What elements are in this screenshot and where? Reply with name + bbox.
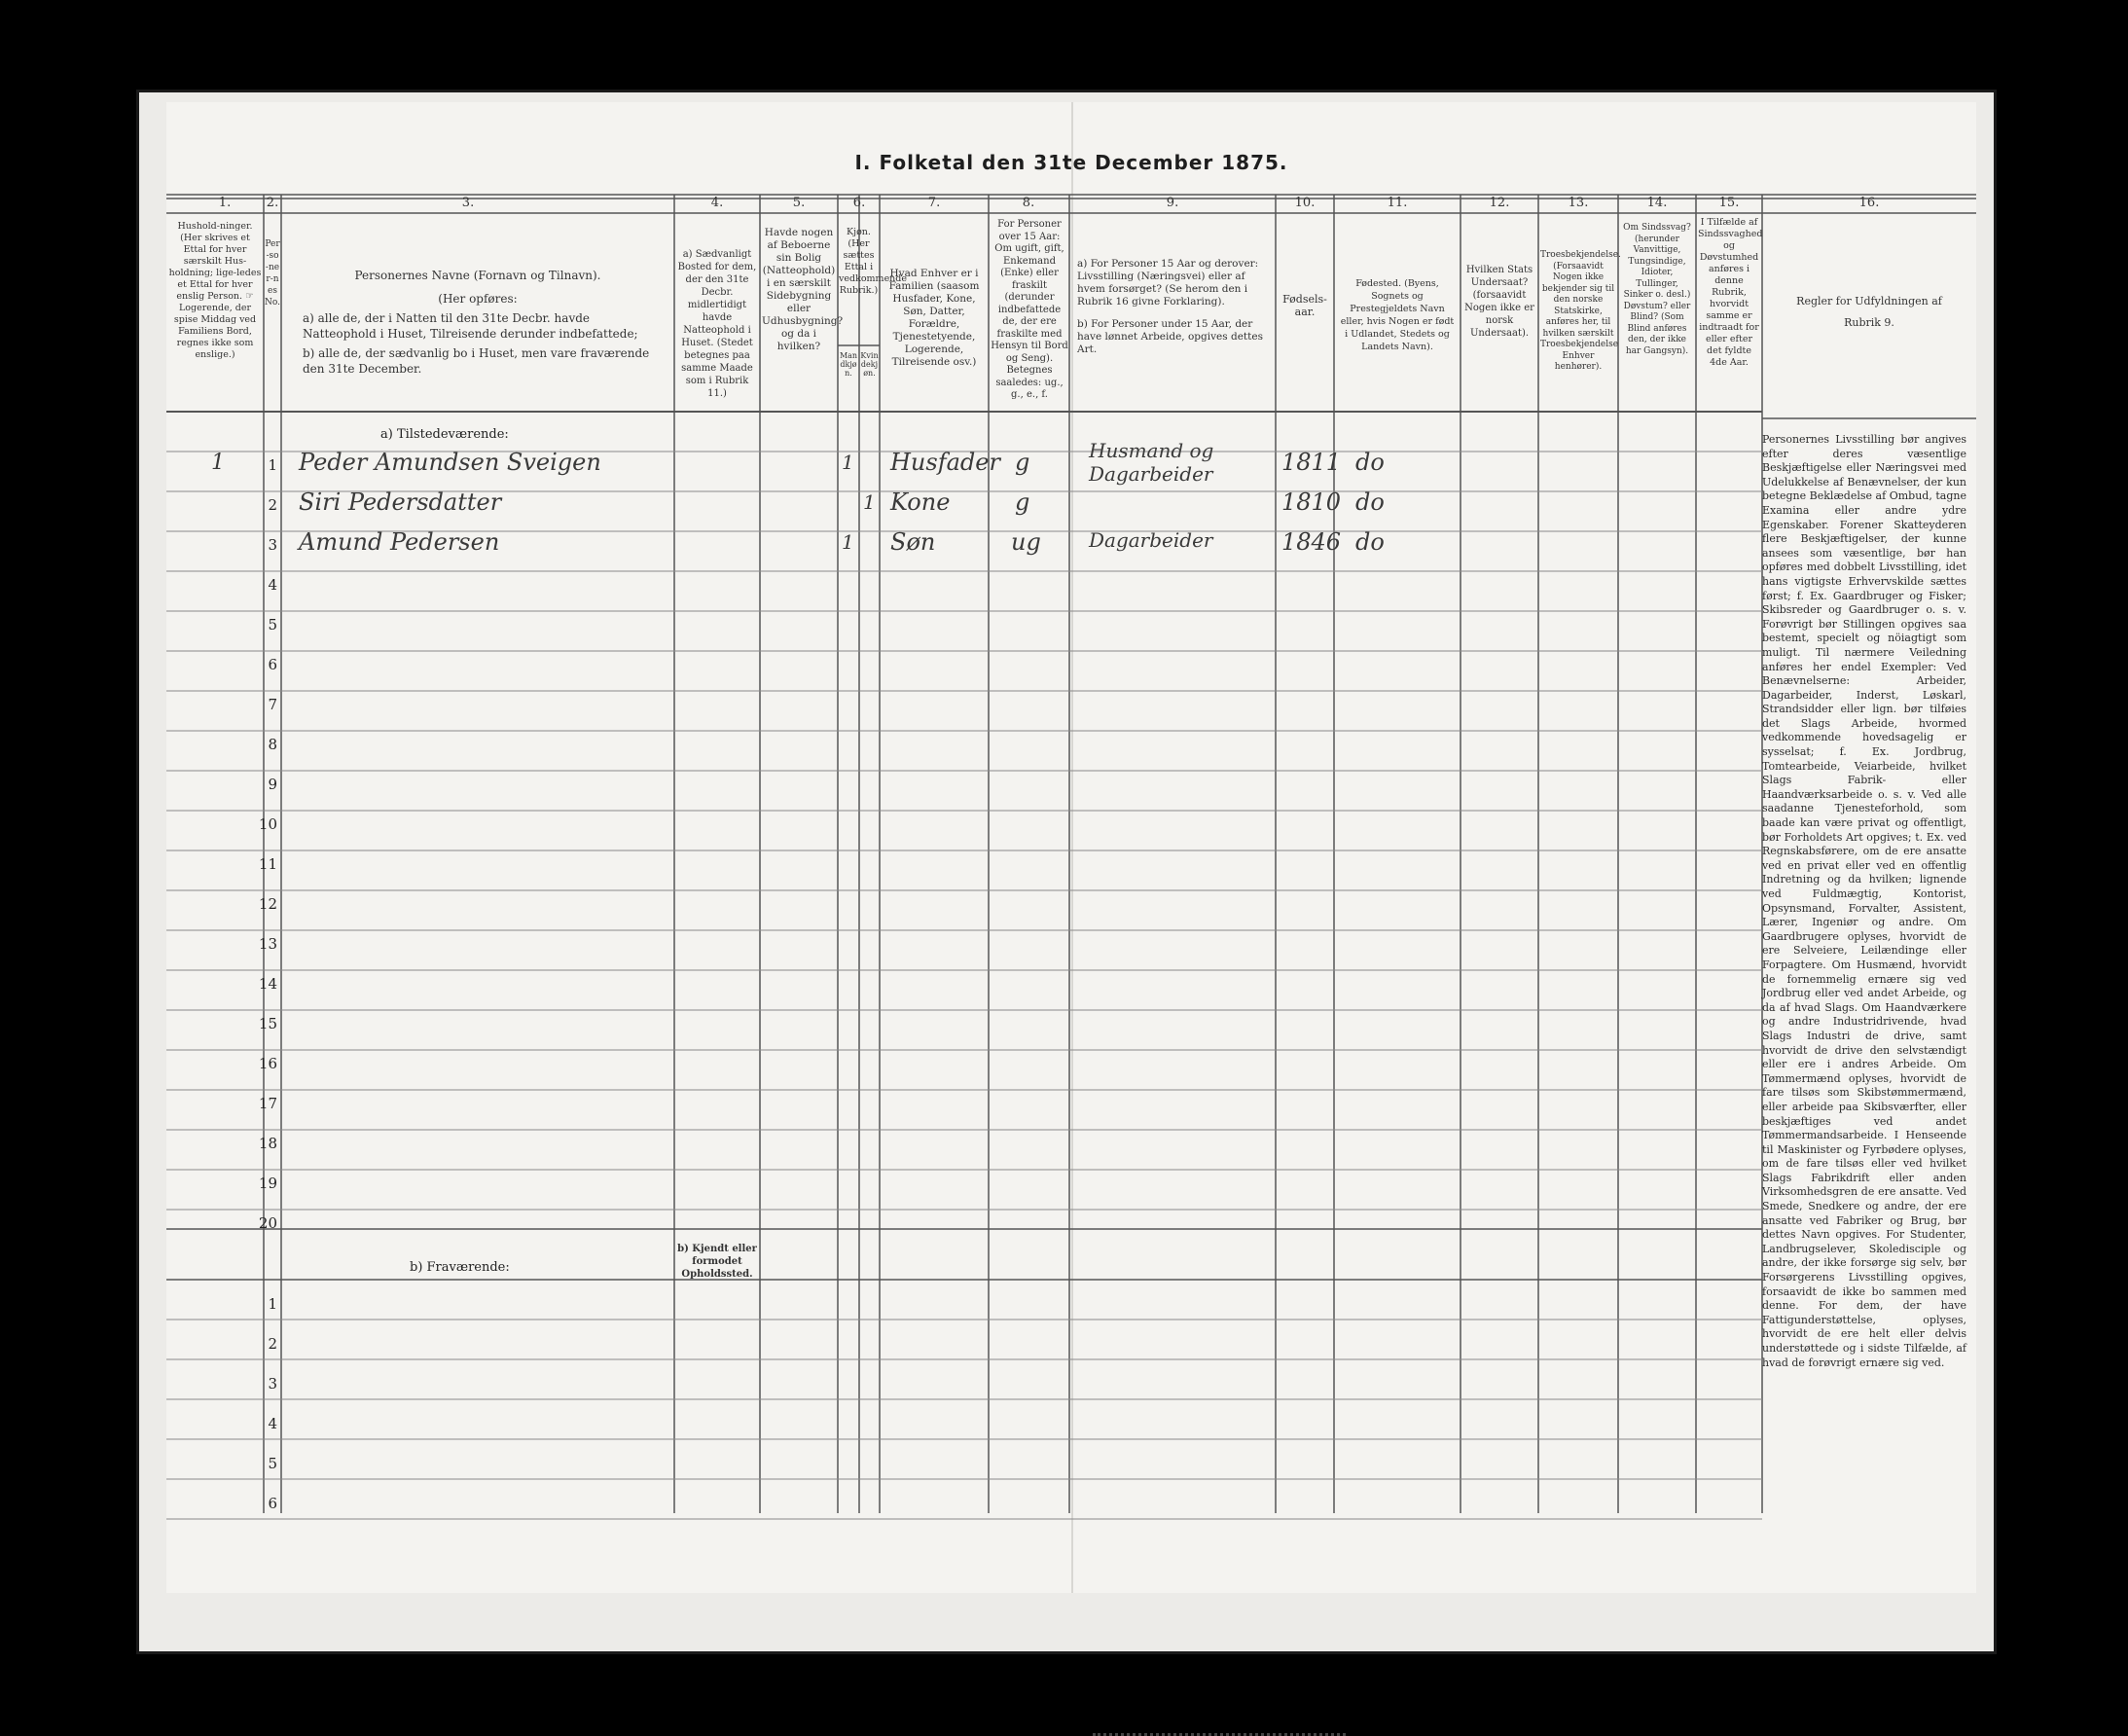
- row-number: 10: [258, 815, 277, 833]
- family-role: Søn: [890, 528, 936, 556]
- header-col13: Troesbekjendelse. (Forsaavidt Nogen ikke bekjender sig til den norske Statskirke, anføres her, til hvilken særskilt Troesbekjendelse Enhver henhører).: [1540, 250, 1621, 372]
- header-col2: Per-so-ner-nes No.: [265, 239, 280, 307]
- row-number: 13: [258, 935, 277, 953]
- row-number: 5: [268, 1455, 277, 1472]
- row-number: 16: [258, 1055, 277, 1072]
- header-col12: Hvilken Stats Undersaat? (forsaavidt Nogen ikke er norsk Undersaat).: [1464, 265, 1534, 339]
- person-name: Amund Pedersen: [299, 528, 500, 556]
- colnum-2: 2.: [266, 196, 279, 210]
- household-mark: 1: [211, 451, 225, 475]
- birth-year: 1810: [1281, 488, 1342, 516]
- row-number: 2: [268, 1335, 277, 1353]
- row-number: 9: [268, 776, 277, 793]
- header-col1: Hushold-ninger. (Her skrives et Ettal for hver særskilt Hus-holdning; lige-ledes et Ettal for hver enslig Person. ☞ Logerende, der spise Middag ved Familiens Bord, regnes ikke som enslige.): [168, 221, 262, 360]
- row-number: 19: [258, 1175, 277, 1192]
- colnum-16: 16.: [1858, 196, 1880, 210]
- colnum-14: 14.: [1646, 196, 1668, 210]
- bottom-scribble: [1093, 1719, 1346, 1736]
- colnum-9: 9.: [1166, 196, 1179, 210]
- header-col16: Regler for Udfyldningen af Rubrik 9.: [1796, 295, 1942, 329]
- row-number: 2: [268, 496, 277, 514]
- colnum-5: 5.: [792, 196, 806, 210]
- page-title: I. Folketal den 31te December 1875.: [854, 151, 1288, 174]
- row-number: 18: [258, 1135, 277, 1152]
- row-number: 5: [268, 616, 277, 633]
- row-number: 6: [268, 1495, 277, 1512]
- birth-year: 1846: [1281, 528, 1342, 556]
- occupation: Husmand og Dagarbeider: [1089, 439, 1214, 486]
- row-number: 17: [258, 1095, 277, 1112]
- family-role: Husfader: [890, 449, 1000, 476]
- row-number: 1: [268, 1295, 277, 1313]
- birthplace: do: [1355, 488, 1385, 516]
- section-absent-label: b) Fraværende:: [410, 1260, 510, 1275]
- colnum-8: 8.: [1022, 196, 1035, 210]
- colnum-15: 15.: [1718, 196, 1740, 210]
- marital-status: g: [1015, 449, 1030, 476]
- section-present-label: a) Tilstedeværende:: [380, 427, 509, 442]
- header-col3-a: a) alle de, der i Natten til den 31te Decbr. havde Natteophold i Huset, Tilreisende derunder indbefattede;: [303, 311, 638, 341]
- colnum-11: 11.: [1387, 196, 1408, 210]
- colnum-3: 3.: [461, 196, 475, 210]
- family-role: Kone: [890, 488, 951, 516]
- row-number: 8: [268, 736, 277, 753]
- header-col4: a) Sædvanligt Bosted for dem, der den 31te Decbr. midlertidigt havde Natteophold i Huset. (Stedet betegnes paa samme Maade som i Rubrik 11.): [677, 249, 757, 399]
- colnum-7: 7.: [927, 196, 941, 210]
- occupation: Dagarbeider: [1089, 528, 1213, 552]
- row-number: 15: [258, 1015, 277, 1032]
- rules-text: Personernes Livsstilling bør angives efter deres væsentlige Beskjæftigelse eller Næringsvei med Udelukkelse af Benævnelser, der kun betegne Beklædelse af Ombud, tagne Examina eller andre ydre Egenskaber. Forener Skatteyderen flere Beskjæftigelser, der kunne ansees som væsentlige, bør han opføres med dobbelt Livsstilling, idet hans vigtigste Erhvervskilde sættes først; f. Ex. Gaardbruger og Fisker; Skibsreder og Gaardbruger o. s. v. Forøvrigt bør Stillingen opgives saa bestemt, specielt og nöiagtigt som muligt. Til nærmere Veiledning anføres her endel Exempler: Ved Benævnelserne: Arbeider, Dagarbeider, Inderst, Løskarl, Strandsidder eller lign. bør tilføies det Slags Arbeide, hvormed vedkommende hovedsagelig er sysselsat; f. Ex. Jordbrug, Tomtearbeide, Veiarbeide, hvilket Slags Fabrik- eller Haandværksarbeide o. s. v. Ved alle saadanne Tjenesteforhold, som baade kan være privat og offentligt, bør Forholdets Art opgives; t. Ex. ved Regnskabsførere, om de ere ansatte ved en privat eller ved en offentlig Indretning og da hvilken; lignende ved Fuldmægtig, Kontorist, Opsynsmand, Forvalter, Assistent, Lærer, Ingeniør og andre. Om Gaardbrugere oplyses, hvorvidt de ere Selveiere, Leilændinge eller Forpagtere. Om Husmænd, hvorvidt de fornemmelig ernære sig ved Jordbrug eller ved andet Arbeide, og da af hvad Slags. Om Haandværkere og andre Industridrivende, hvad Slags Industri de drive, samt hvorvidt de drive den selvstændigt eller ere i andres Arbeide. Om Tømmermænd oplyses, hvorvidt de fare tilsøs som Skibstømmermænd, eller arbeide paa Skibsværfter, eller beskjæftiges ved andet Tømmermandsarbeide. I Henseende til Maskinister og Fyrbødere oplyses, om de fare tilsøs eller ved hvilket Slags Fabrikdrift eller anden Virksomhedsgren de ere ansatte. Ved Smede, Snedkere og andre, der ere ansatte ved Fabriker og Brug, bør dettes Navn opgives. For Studenter, Landbrugselever, Skoledisciple og andre, der ikke forsørge sig selv, bør Forsørgerens Livsstilling opgives, forsaavidt de ikke bo sammen med denne. For dem, der have Fattigunderstøttelse, oplyses, hvorvidt de ere helt eller delvis understøttede og i sidste Tilfælde, af hvad de forøvrigt ernære sig ved.: [1762, 433, 1966, 1369]
- birthplace: do: [1355, 449, 1385, 476]
- header-col9-a: a) For Personer 15 Aar og derover: Livsstilling (Næringsvei) eller af hvem forsørget? (Se herom den i Rubrik 16 givne Forklaring).: [1077, 258, 1259, 307]
- person-name: Siri Pedersdatter: [299, 488, 502, 516]
- birthplace: do: [1355, 528, 1385, 556]
- header-col15: I Tilfælde af Sindssvaghed og Døvstumhed anføres i denne Rubrik, hvorvidt samme er indtraadt for eller efter det fyldte 4de Aar.: [1698, 217, 1763, 368]
- row-number: 3: [268, 536, 277, 554]
- sex-male-mark: 1: [842, 451, 854, 474]
- colnum-6: 6.: [852, 196, 866, 210]
- header-col3-sub: (Her opføres:: [438, 292, 518, 306]
- header-col14: Om Sindssvag? (herunder Vanvittige, Tungsindige, Idioter, Tullinger, Sinker o. desl.) Døvstum? eller Blind? (Som Blind anføres den, der ikke har Gangsyn).: [1623, 223, 1691, 356]
- header-col10: Fødsels-aar.: [1282, 293, 1327, 318]
- row-number: 14: [258, 975, 277, 993]
- header-col7: Hvad Enhver er i Familien (saasom Husfader, Kone, Søn, Datter, Forældre, Tjenestetyende, Logerende, Tilreisende osv.): [888, 268, 980, 368]
- absent-col4-header: b) Kjendt eller formodet Opholdssted.: [677, 1244, 757, 1280]
- birth-year: 1811: [1281, 449, 1342, 476]
- row-number: 4: [268, 1415, 277, 1432]
- header-col6: Kjøn. (Her sættes Ettal i vedkommende Rubrik.): [839, 227, 908, 296]
- header-col3-b: b) alle de, der sædvanlig bo i Huset, men vare fraværende den 31te December.: [303, 346, 650, 376]
- row-number: 20: [258, 1214, 277, 1232]
- census-page: [166, 102, 1976, 1593]
- census-sheet: [136, 90, 1997, 1654]
- row-number: 6: [268, 656, 277, 673]
- row-number: 7: [268, 696, 277, 713]
- person-name: Peder Amundsen Sveigen: [299, 449, 601, 476]
- row-number: 12: [258, 895, 277, 913]
- row-number: 4: [268, 576, 277, 594]
- row-number: 1: [268, 456, 277, 474]
- header-col3-title: Personernes Navne (Fornavn og Tilnavn).: [354, 269, 601, 282]
- colnum-10: 10.: [1294, 196, 1316, 210]
- header-col8: For Personer over 15 Aar: Om ugift, gift, Enkemand (Enke) eller fraskilt (derunder indbefattede de, der ere fraskilte med Hensyn til Bord og Seng). Betegnes saaledes: ug., g., e., f.: [991, 219, 1068, 400]
- row-number: 11: [258, 855, 277, 873]
- header-col11: Fødested. (Byens, Sognets og Prestegjeldets Navn eller, hvis Nogen er født i Udlandet, Stedets og Landets Navn).: [1340, 278, 1455, 352]
- header-col6-m: Mandkjøn.: [839, 351, 858, 378]
- colnum-13: 13.: [1568, 196, 1589, 210]
- header-col9-b: b) For Personer under 15 Aar, der have lønnet Arbeide, opgives dettes Art.: [1077, 318, 1263, 355]
- colnum-4: 4.: [710, 196, 724, 210]
- colnum-1: 1.: [218, 196, 232, 210]
- marital-status: ug: [1011, 528, 1041, 556]
- header-col5: Havde nogen af Beboerne sin Bolig (Natteophold) i en særskilt Sidebygning eller Udhusbygning? og da i hvilken?: [762, 227, 844, 352]
- row-number: 3: [268, 1375, 277, 1392]
- marital-status: g: [1015, 488, 1030, 516]
- sex-female-mark: 1: [863, 490, 876, 514]
- sex-male-mark: 1: [842, 530, 854, 554]
- header-col6-k: Kvindekjøn.: [860, 351, 879, 378]
- colnum-12: 12.: [1489, 196, 1510, 210]
